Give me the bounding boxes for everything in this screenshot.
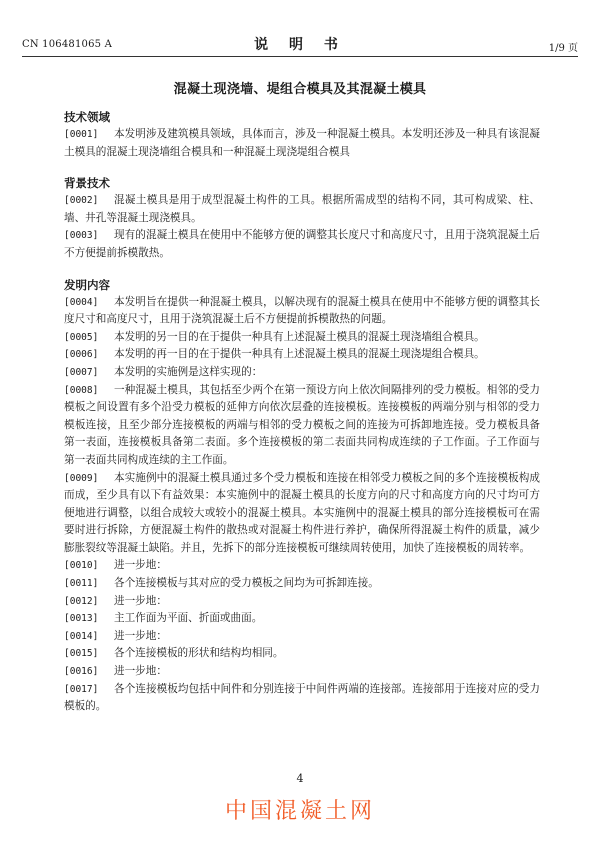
paragraph-text: 混凝土模具是用于成型混凝土构件的工具。根据所需成型的结构不同，其可构成梁、柱、墙、井孔等混凝土现浇模具。	[64, 194, 540, 224]
paragraph-0006	[64, 346, 540, 364]
paragraph-text: 进一步地：	[114, 594, 167, 607]
section-heading-summary: 发明内容	[64, 277, 110, 292]
paragraph-0011	[64, 575, 540, 593]
paragraph-0003	[64, 227, 540, 262]
paragraph-number: [0016]	[64, 666, 99, 678]
paragraph-0009	[64, 470, 540, 558]
paragraph-0005	[64, 329, 540, 347]
document-title: 混凝土现浇墙、堤组合模具及其混凝土模具	[173, 82, 427, 97]
paragraph-number: [0017]	[64, 683, 99, 695]
paragraph-text: 各个连接模板与其对应的受力模板之间均为可拆卸连接。	[114, 577, 379, 590]
paragraph-0004	[64, 294, 540, 329]
paragraph-0010	[64, 557, 540, 575]
paragraph-text: 本发明的另一目的在于提供一种具有上述混凝土模具的混凝土现浇墙组合模具。	[114, 330, 485, 343]
watermark-logo: 中国混凝土网	[224, 799, 375, 824]
paragraph-text: 本发明涉及建筑模具领域，具体而言，涉及一种混凝土模具。本发明还涉及一种具有该混凝土模具的混凝土现浇墙组合模具和一种混凝土现浇堤组合模具	[64, 128, 540, 158]
paragraph-number: [0002]	[64, 195, 99, 207]
paragraph-text: 进一步地：	[114, 665, 167, 678]
paragraph-0002	[64, 192, 540, 227]
paragraph-0013	[64, 610, 540, 628]
paragraph-0015	[64, 645, 540, 663]
paragraph-number: [0007]	[64, 366, 99, 378]
paragraph-0014	[64, 628, 540, 646]
paragraph-text: 现有的混凝土模具在使用中不能够方便的调整其长度尺寸和高度尺寸，且用于浇筑混凝土后不方便提前拆模散热。	[64, 229, 540, 259]
header-rule	[22, 56, 578, 57]
paragraph-number: [0008]	[64, 384, 99, 396]
paragraph-number: [0006]	[64, 349, 99, 361]
paragraph-text: 各个连接模板均包括中间件和分别连接于中间件两端的连接部。连接部用于连接对应的受力模板的。	[64, 682, 540, 713]
paragraph-number: [0005]	[64, 331, 99, 343]
patent-number: CN 106481065 A	[22, 39, 113, 50]
paragraph-number: [0001]	[64, 129, 99, 140]
paragraph-number: [0012]	[64, 595, 99, 607]
paragraph-text: 各个连接模板的形状和结构均相同。	[114, 647, 284, 660]
paragraph-text: 进一步地：	[114, 629, 167, 642]
paragraph-0001	[64, 126, 540, 161]
paragraph-number: [0013]	[64, 613, 99, 625]
paragraph-number: [0004]	[64, 296, 99, 308]
paragraph-text: 进一步地：	[114, 559, 167, 572]
paragraph-0012	[64, 593, 540, 611]
paragraph-0008	[64, 382, 540, 470]
document-body	[64, 108, 540, 716]
paragraph-text: 本发明旨在提供一种混凝土模具，以解决现有的混凝土模具在使用中不能够方便的调整其长度尺寸和高度尺寸，且用于浇筑混凝土后不方便提前拆模散热的问题。	[64, 295, 540, 326]
paragraph-text: 一种混凝土模具，其包括至少两个在第一预设方向上依次间隔排列的受力模板。相邻的受力模板之间设置有多个沿受力模板的延伸方向依次层叠的连接模板。连接模板的两端分别与相邻的受力模板连接，且至少部分连接模板的两端与相邻的受力模板之间的连接为可拆卸地连接。受力模板具备第一表面，连接模板具备第二表面。多个连接模板的第二表面共同构成连续的子工作面。子工作面与第一表面共同构成连续的主工作面。	[64, 383, 540, 466]
paragraph-text: 本发明的实施例是这样实现的：	[114, 365, 263, 378]
page-header	[22, 34, 578, 56]
paragraph-0016	[64, 663, 540, 681]
paragraph-number: [0015]	[64, 648, 99, 660]
page-indicator: 1/9 页	[548, 43, 578, 54]
paragraph-0017	[64, 681, 540, 716]
paragraph-number: [0014]	[64, 630, 99, 642]
paragraph-number: [0010]	[64, 560, 99, 572]
section-heading-field: 技术领域	[64, 110, 110, 124]
paragraph-text: 本实施例中的混凝土模具通过多个受力模板和连接在相邻受力模板之间的多个连接模板构成而成，至少具有以下有益效果：本实施例中的混凝土模具的长度方向的尺寸和高度方向的尺寸均可方便地进行调整，以组合成较大或较小的混凝土模具。本实施例中的混凝土模具的部分连接模板可在需要时进行拆除，方便混凝土构件的散热或对混凝土构件进行养护，确保所得混凝土构件的质量，减少膨胀裂纹等混凝土缺陷。并且，先拆下的部分连接模板可继续周转使用，加快了连接模板的周转率。	[64, 471, 540, 554]
section-heading-background: 背景技术	[64, 176, 110, 191]
page-number: 4	[296, 772, 304, 785]
document-type-heading: 说 明 书	[254, 37, 346, 53]
paragraph-number: [0011]	[64, 578, 99, 590]
paragraph-text: 主工作面为平面、折面或曲面。	[114, 612, 263, 625]
paragraph-text: 本发明的再一目的在于提供一种具有上述混凝土模具的混凝土现浇堤组合模具。	[114, 348, 485, 361]
paragraph-0007	[64, 364, 540, 382]
paragraph-number: [0003]	[64, 230, 99, 242]
paragraph-number: [0009]	[64, 472, 99, 484]
